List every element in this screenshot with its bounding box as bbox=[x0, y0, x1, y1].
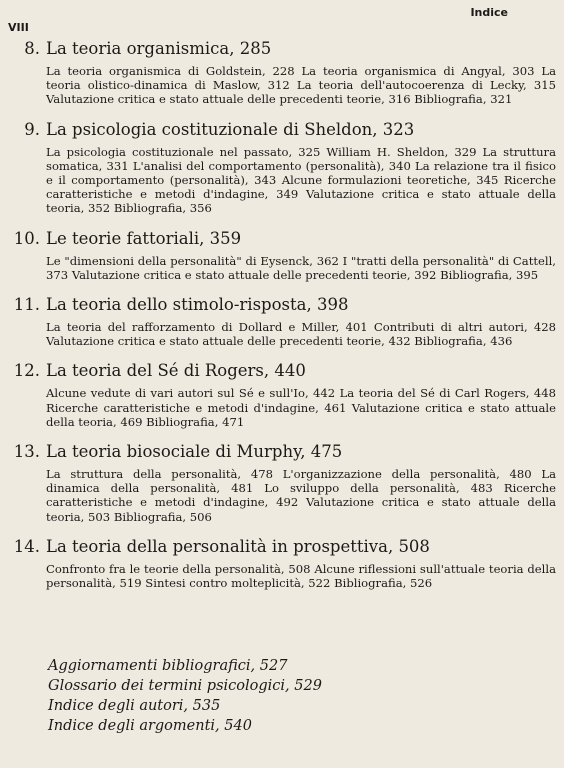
running-head: Indice bbox=[470, 6, 508, 19]
chapter-heading bbox=[0, 536, 564, 558]
chapter-title: La teoria organismica, 285 bbox=[46, 39, 272, 58]
chapter-heading bbox=[0, 119, 564, 141]
chapter-entries: La struttura della personalità, 478 L'organizzazione della personalità, 480 La dinamica della personalità, 481 Lo sviluppo della personalità, 483 Ricerche caratteristiche e metodi d'indagine, 492 Valutazione critica e stato attuale della teoria, 503 Bibliografia, 506 bbox=[46, 467, 556, 524]
chapter-12 bbox=[0, 360, 564, 429]
chapter-title: La psicologia costituzionale di Sheldon, 323 bbox=[46, 119, 415, 139]
chapter-number: 11. bbox=[13, 295, 40, 315]
chapter-number: 10. bbox=[13, 228, 40, 248]
chapter-14 bbox=[0, 536, 564, 590]
chapter-title: La teoria del Sé di Rogers, 440 bbox=[46, 361, 306, 381]
chapter-title: La teoria della personalità in prospettiva, 508 bbox=[46, 536, 430, 556]
chapter-heading bbox=[0, 441, 564, 463]
chapter-heading bbox=[0, 38, 564, 60]
table-of-contents bbox=[0, 38, 564, 602]
page-number: VIII bbox=[8, 21, 29, 34]
chapter-number: 12. bbox=[13, 361, 40, 381]
appendix-item: Indice degli autori, 535 bbox=[48, 698, 221, 714]
chapter-heading bbox=[0, 360, 564, 382]
chapter-entries: La teoria organismica di Goldstein, 228 La teoria organismica di Angyal, 303 La teoria olistico-dinamica di Maslow, 312 La teoria dell'autocoerenza di Lecky, 315 Valutazione critica e stato attuale delle precedenti teorie, 316 Bibliografia, 321 bbox=[46, 64, 556, 107]
appendix-list bbox=[48, 656, 322, 736]
chapter-title: La teoria dello stimolo-risposta, 398 bbox=[46, 295, 349, 315]
appendix-item: Aggiornamenti bibliografici, 527 bbox=[48, 658, 288, 674]
chapter-heading bbox=[0, 294, 564, 316]
chapter-entries: Alcune vedute di vari autori sul Sé e sull'Io, 442 La teoria del Sé di Carl Rogers, 448 Ricerche caratteristiche e metodi d'indagine, 461 Valutazione critica e stato attuale della teoria, 469 Bibliografia, 471 bbox=[46, 386, 556, 429]
chapter-entries: Le "dimensioni della personalità" di Eysenck, 362 I "tratti della personalità" di Cattell, 373 Valutazione critica e stato attuale delle precedenti teorie, 392 Bibliografia, 395 bbox=[46, 253, 556, 282]
chapter-10 bbox=[0, 228, 564, 282]
chapter-8 bbox=[0, 38, 564, 107]
chapter-number: 13. bbox=[13, 442, 40, 462]
chapter-title: Le teorie fattoriali, 359 bbox=[46, 228, 242, 248]
appendix-item: Indice degli argomenti, 540 bbox=[48, 718, 252, 734]
chapter-heading bbox=[0, 228, 564, 250]
chapter-11 bbox=[0, 294, 564, 348]
chapter-title: La teoria biosociale di Murphy, 475 bbox=[46, 442, 343, 462]
chapter-entries: Confronto fra le teorie della personalità, 508 Alcune riflessioni sull'attuale teoria della personalità, 519 Sintesi contro molteplicità, 522 Bibliografia, 526 bbox=[46, 561, 556, 591]
chapter-number: 14. bbox=[13, 536, 40, 556]
page-header bbox=[0, 4, 564, 34]
appendix-item: Glossario dei termini psicologici, 529 bbox=[48, 678, 322, 694]
chapter-number: 9. bbox=[24, 119, 40, 139]
chapter-number: 8. bbox=[24, 39, 40, 58]
chapter-9 bbox=[0, 119, 564, 216]
chapter-entries: La psicologia costituzionale nel passato, 325 William H. Sheldon, 329 La struttura somatica, 331 L'analisi del comportamento (personalità), 340 La relazione tra il fisico e il comportamento (personalità), 343 Alcune formulazioni teoretiche, 345 Ricerche caratteristiche e metodi d'indagine, 349 Valutazione critica e stato attuale della teoria, 352 Bibliografia, 356 bbox=[46, 144, 556, 216]
chapter-13 bbox=[0, 441, 564, 524]
chapter-entries: La teoria del rafforzamento di Dollard e Miller, 401 Contributi di altri autori, 428 Valutazione critica e stato attuale delle precedenti teorie, 432 Bibliografia, 436 bbox=[46, 320, 556, 349]
